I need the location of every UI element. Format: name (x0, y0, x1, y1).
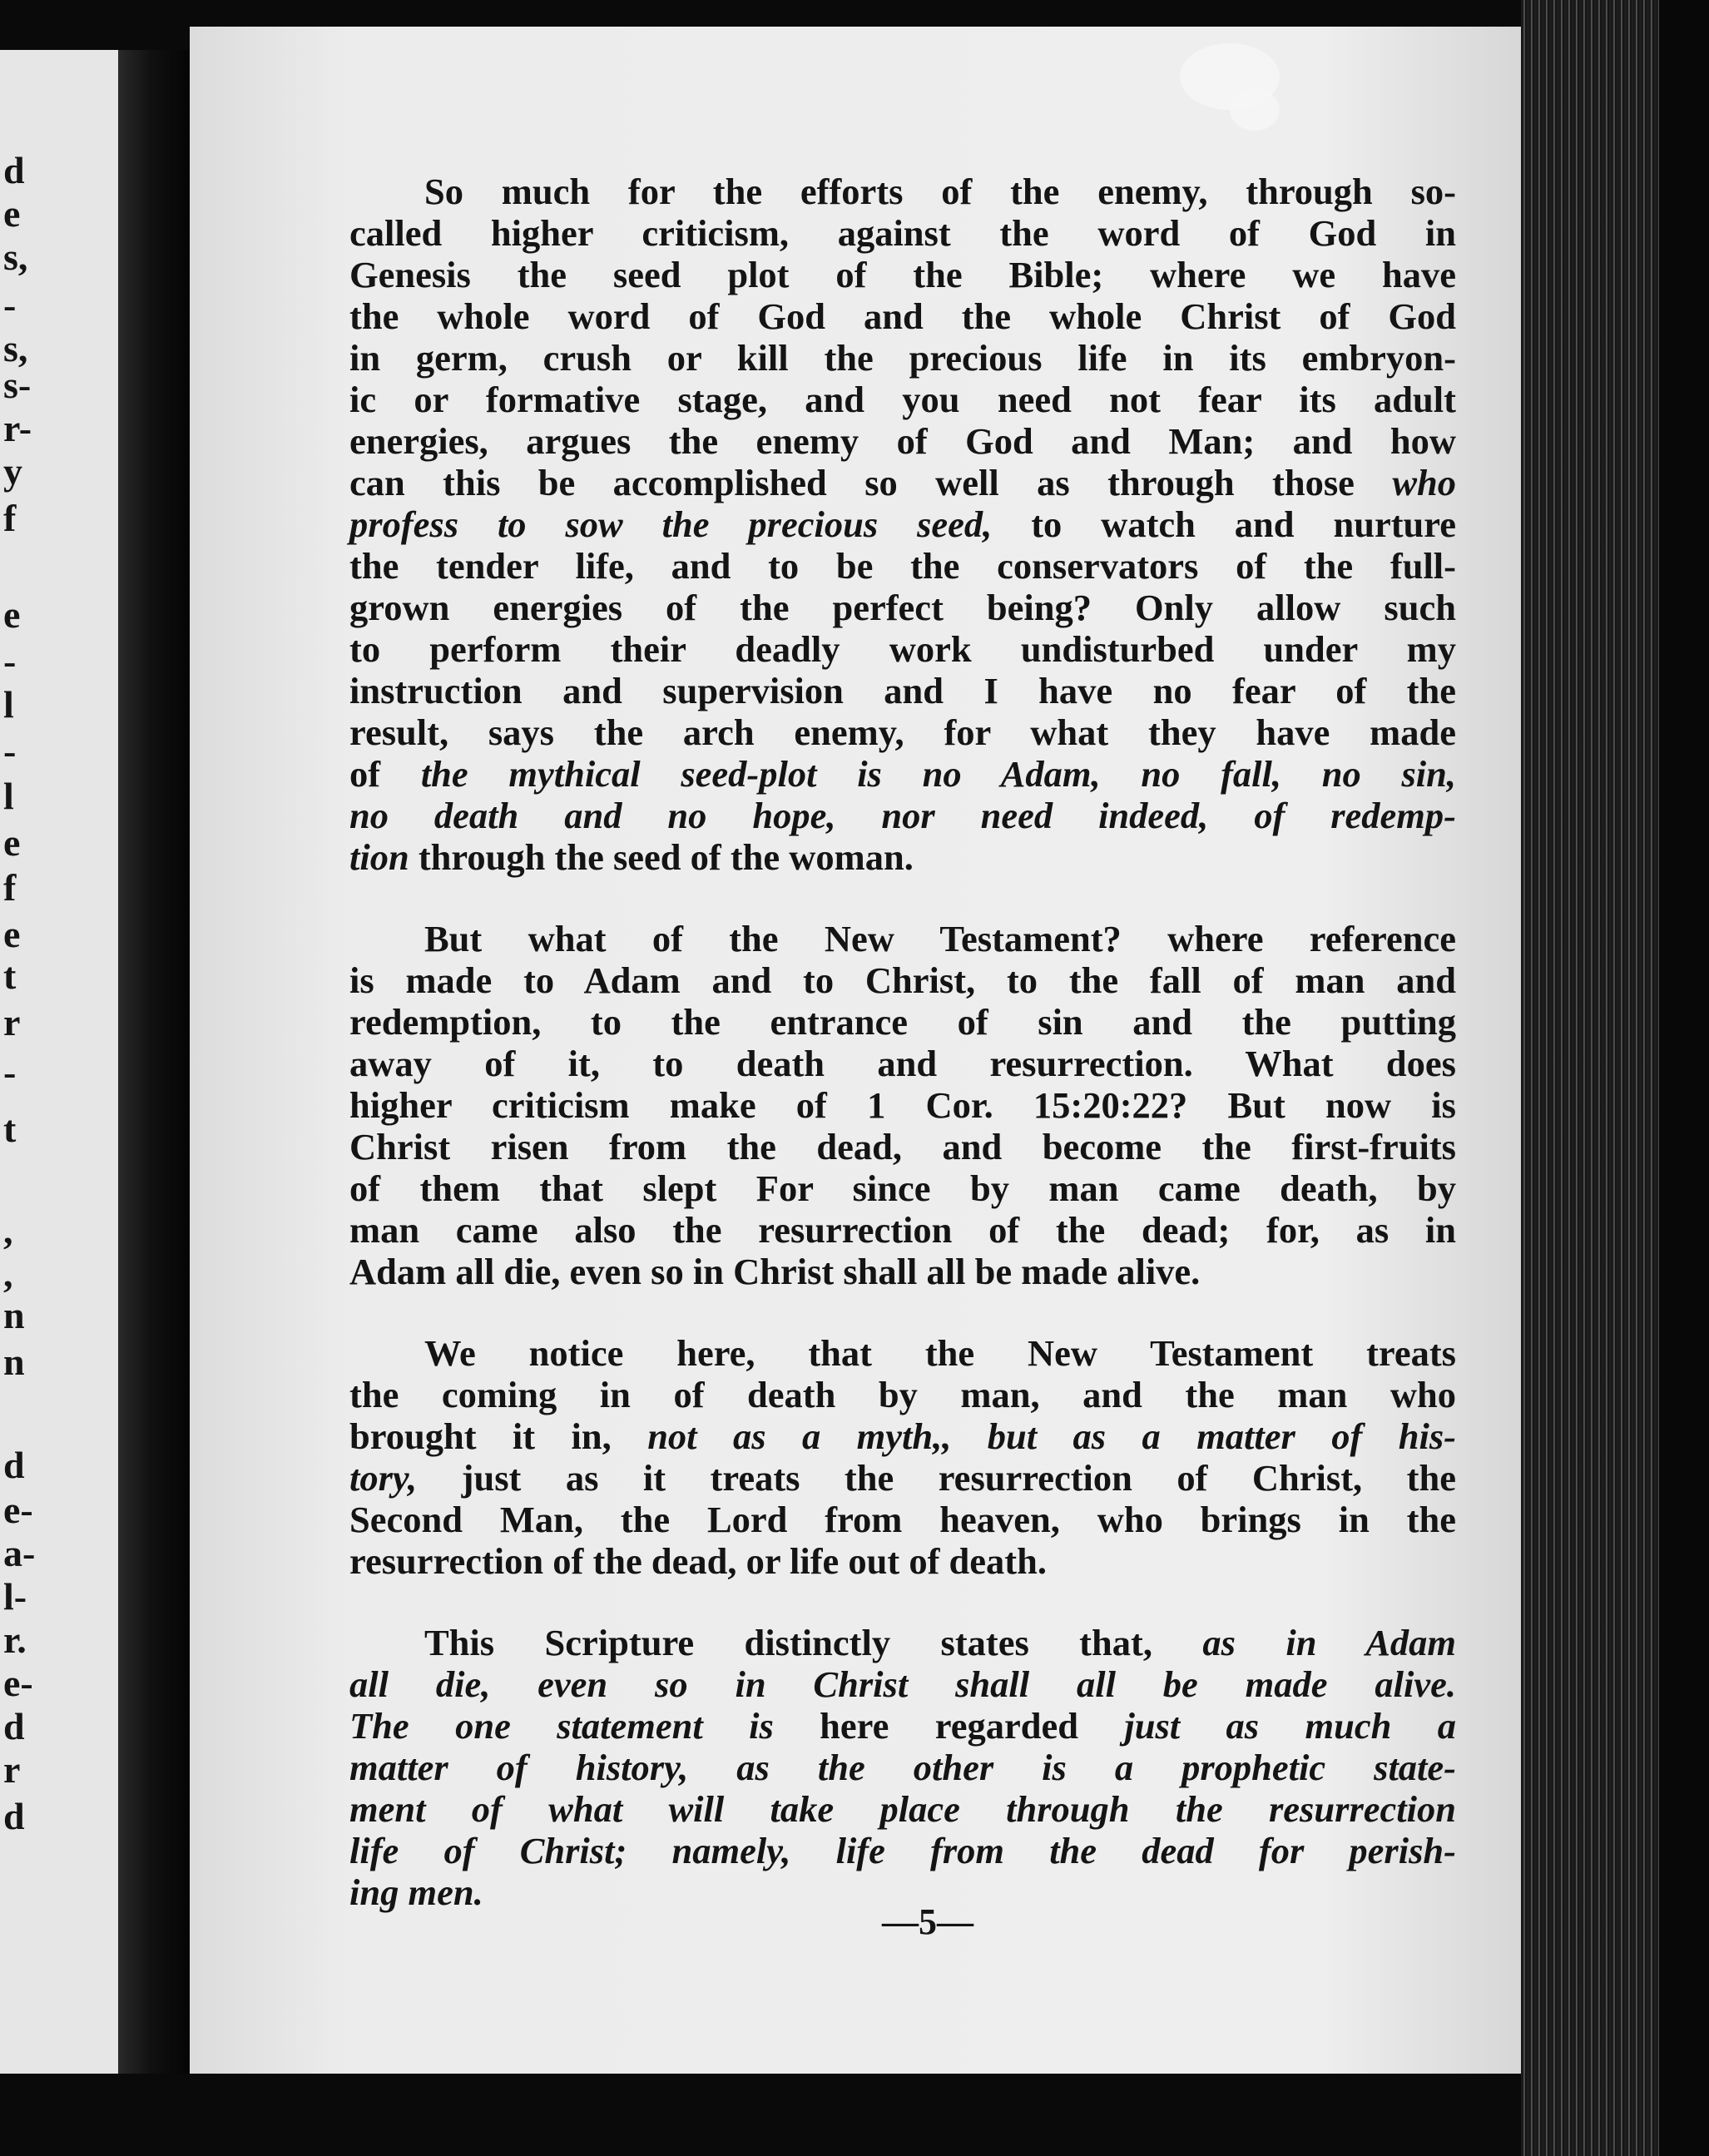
italic-run: tory, (349, 1457, 418, 1499)
italic-run: matter of history, as the other is a prophetic state- (349, 1747, 1456, 1788)
left-margin-fragment: r. (3, 1618, 27, 1661)
text-run: the tender life, and to be the conservators of the full- (349, 545, 1456, 587)
left-margin-fragment: s- (3, 364, 32, 406)
text-line (349, 171, 1456, 212)
left-margin-fragment: - (3, 730, 17, 772)
italic-run: but as a matter of his- (987, 1415, 1456, 1457)
paper-blemish (1230, 89, 1280, 131)
text-run: So much for the efforts of the enemy, through so- (424, 171, 1456, 212)
text-line (349, 212, 1456, 254)
text-run: away of it, to death and resurrection. What does (349, 1043, 1456, 1084)
text-line (349, 1705, 1456, 1747)
text-run: of them that slept For since by man came death, by (349, 1167, 1456, 1209)
italic-run: no death and no hope, nor need indeed, of redemp- (349, 795, 1456, 836)
text-run: just as it treats the resurrection of Christ, the (417, 1457, 1456, 1499)
page-edges (1521, 0, 1709, 2156)
text-run: of (349, 753, 421, 795)
text-line (349, 1499, 1456, 1540)
text-line (349, 1747, 1456, 1788)
text-line (349, 959, 1456, 1001)
text-line (349, 836, 1456, 878)
text-run: brought it in, (349, 1415, 648, 1457)
text-line (349, 295, 1456, 337)
text-run: in germ, crush or kill the precious life in its embryon- (349, 337, 1456, 379)
italic-run: The one statement is (349, 1705, 774, 1747)
text-run: is made to Adam and to Christ, to the fall of man and (349, 959, 1456, 1001)
text-line (349, 1043, 1456, 1084)
italic-run: as in Adam (1202, 1622, 1456, 1663)
text-run: But what of the New Testament? where reference (424, 918, 1456, 959)
text-line (349, 1126, 1456, 1167)
left-margin-fragment: s, (3, 327, 28, 369)
left-margin-fragment: d (3, 1444, 25, 1486)
left-margin-fragment: r (3, 1001, 21, 1043)
text-line (349, 795, 1456, 836)
book-gutter (118, 50, 190, 2105)
italic-run: just as much a (1124, 1705, 1456, 1747)
text-line (349, 1374, 1456, 1415)
italic-run: who (1392, 462, 1456, 503)
italic-run: all die, even so in Christ shall all be made alive. (349, 1663, 1456, 1705)
italic-run: life of Christ; namely, life from the dead for perish- (349, 1830, 1456, 1871)
left-margin-fragment: , (3, 1209, 13, 1251)
left-margin-fragment: r (3, 1748, 21, 1791)
left-margin-fragment: s, (3, 235, 28, 278)
text-run: called higher criticism, against the word of God in (349, 212, 1456, 254)
italic-run: ment of what will take place through the resurrection (349, 1788, 1456, 1830)
left-margin-fragment: n (3, 1341, 25, 1383)
text-run: resurrection of the dead, or life out of death. (349, 1540, 1047, 1582)
text-run: result, says the arch enemy, for what they have made (349, 711, 1456, 753)
left-margin-fragment: e (3, 821, 21, 864)
text-run: through the seed of the woman. (409, 836, 914, 878)
italic-run: profess to sow the precious seed, (349, 503, 993, 545)
text-run: here regarded (773, 1705, 1125, 1747)
text-line (349, 545, 1456, 587)
text-run: Adam all die, even so in Christ shall all be made alive. (349, 1251, 1201, 1292)
text-line (349, 1251, 1456, 1292)
text-run: higher criticism make of 1 Cor. 15:20:22? But now is (349, 1084, 1456, 1126)
text-line (349, 1167, 1456, 1209)
text-line (349, 711, 1456, 753)
text-line (349, 1663, 1456, 1705)
text-line (349, 462, 1456, 503)
text-line (349, 503, 1456, 545)
text-line (349, 379, 1456, 420)
body-text (349, 171, 1456, 1913)
text-line (349, 420, 1456, 462)
text-line (349, 1084, 1456, 1126)
left-margin-fragment: , (3, 1252, 13, 1295)
left-margin-fragment: - (3, 1051, 17, 1093)
text-line (349, 587, 1456, 628)
text-line (349, 1415, 1456, 1457)
text-line (349, 670, 1456, 711)
left-facing-page (0, 50, 118, 2105)
text-run: Genesis the seed plot of the Bible; where we have (349, 254, 1456, 295)
text-line (349, 1209, 1456, 1251)
left-margin-fragment: r- (3, 407, 32, 449)
left-margin-fragment: d (3, 1795, 25, 1837)
left-margin-fragment: n (3, 1294, 25, 1336)
left-margin-fragment: - (3, 284, 17, 326)
text-run: energies, argues the enemy of God and Man; and how (349, 420, 1456, 462)
text-run: the coming in of death by man, and the man who (349, 1374, 1456, 1415)
text-run: to watch and nurture (992, 503, 1456, 545)
left-margin-fragment: t (3, 954, 17, 997)
text-line (349, 918, 1456, 959)
left-margin-fragment: e (3, 913, 21, 955)
text-line (349, 1332, 1456, 1374)
left-margin-fragment: e- (3, 1662, 33, 1704)
left-margin-fragment: d (3, 149, 25, 191)
left-margin-fragment: a- (3, 1532, 36, 1574)
italic-run: the mythical seed-plot is no Adam, no fall, no sin, (420, 753, 1457, 795)
scan-bottom-border (0, 2074, 1521, 2156)
text-run: can this be accomplished so well as through those (349, 462, 1393, 503)
text-run: grown energies of the perfect being? Only allow such (349, 587, 1456, 628)
text-line (349, 628, 1456, 670)
text-run: Second Man, the Lord from heaven, who brings in the (349, 1499, 1456, 1540)
left-margin-fragment: f (3, 866, 17, 909)
text-run: ic or formative stage, and you need not fear its adult (349, 379, 1456, 420)
left-margin-fragment: l (3, 775, 14, 817)
text-run: to perform their deadly work undisturbed under my (349, 628, 1456, 670)
italic-run: not as a myth,, (647, 1415, 952, 1457)
page-number: —5— (882, 1901, 973, 1942)
text-line (349, 254, 1456, 295)
text-line (349, 337, 1456, 379)
left-margin-fragment: e (3, 192, 21, 235)
left-margin-fragment: y (3, 450, 22, 493)
text-run (951, 1415, 987, 1457)
text-line (349, 753, 1456, 795)
left-margin-fragment: t (3, 1108, 17, 1150)
italic-run: tion (349, 836, 409, 878)
left-margin-fragment: e- (3, 1489, 33, 1531)
text-line (349, 1788, 1456, 1830)
text-run: redemption, to the entrance of sin and the putting (349, 1001, 1456, 1043)
left-margin-fragment: f (3, 497, 17, 539)
text-run: This Scripture distinctly states that, (424, 1622, 1203, 1663)
text-line (349, 1830, 1456, 1871)
text-line (349, 1001, 1456, 1043)
text-run: We notice here, that the New Testament treats (424, 1332, 1456, 1374)
text-line (349, 1622, 1456, 1663)
text-line (349, 1540, 1456, 1582)
left-margin-fragment: d (3, 1705, 25, 1747)
left-margin-fragment: l- (3, 1575, 27, 1618)
italic-run: ing men. (349, 1871, 483, 1913)
text-run: instruction and supervision and I have no fear of the (349, 670, 1456, 711)
text-line (349, 1457, 1456, 1499)
text-run: the whole word of God and the whole Christ of God (349, 295, 1456, 337)
text-run: man came also the resurrection of the dead; for, as in (349, 1209, 1456, 1251)
left-margin-fragment: e (3, 593, 21, 636)
left-margin-fragment: l (3, 683, 14, 726)
left-margin-fragment: - (3, 640, 17, 682)
text-run: Christ risen from the dead, and become the first-fruits (349, 1126, 1456, 1167)
